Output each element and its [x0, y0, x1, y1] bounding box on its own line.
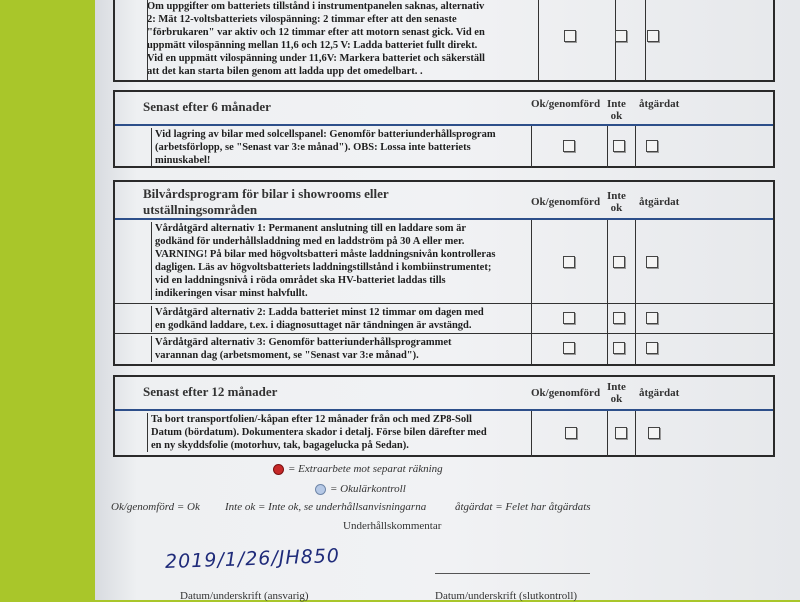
column-divider [147, 0, 148, 80]
text-line: (arbetsförlopp, se "Senast var 3:e månad"). OBS: Lossa inte batteriets [155, 142, 471, 153]
column-divider [635, 411, 636, 457]
section-title-line: utställningsområden [143, 202, 258, 217]
text-line: 2: Mät 12-voltsbatteriets vilospänning: 2 timmar efter att den senaste [147, 14, 457, 25]
atgardat-checkbox[interactable] [646, 312, 658, 324]
column-divider [607, 220, 608, 303]
column-ok-header: Ok/genomförd [531, 98, 601, 110]
section-12-months [113, 375, 775, 457]
text-line: minuskabel! [155, 155, 211, 166]
legend-inte-ok: Inte ok = Inte ok, se underhållsanvisningarna [225, 501, 427, 513]
column-inte-ok-header [607, 381, 626, 405]
section-title: Senast efter 12 månader [143, 384, 278, 399]
text-line: Vårdåtgärd alternativ 1: Permanent anslutning till en laddare som är [155, 223, 467, 234]
column-divider [531, 126, 532, 168]
inte-ok-checkbox[interactable] [613, 312, 625, 324]
legend-blue-text: = Okulärkontroll [330, 483, 406, 495]
atgardat-checkbox[interactable] [646, 256, 658, 268]
text-line: VARNING! På bilar med högvoltsbatteri måste laddningsnivån kontrolleras [155, 249, 496, 260]
ok-checkbox[interactable] [565, 427, 577, 439]
column-divider [635, 126, 636, 168]
table-row [115, 411, 773, 457]
column-divider [531, 334, 532, 364]
column-ok-label: ok [610, 202, 623, 214]
text-line: Vårdåtgärd alternativ 3: Genomför batteriunderhållsprogrammet [155, 337, 452, 348]
top-block [113, 0, 775, 82]
text-line: en ny skyddsfolie (motorhuv, tak, bagagelucka på Sedan). [151, 440, 409, 451]
table-row [115, 126, 773, 168]
text-line: godkänd för underhållsladdning med en laddström på 30 A eller mer. [155, 236, 465, 247]
ok-checkbox[interactable] [563, 256, 575, 268]
column-divider [607, 411, 608, 457]
column-divider [607, 304, 608, 333]
column-ok-header: Ok/genomförd [531, 387, 601, 399]
table-row [115, 334, 773, 364]
column-inte-ok-header [607, 190, 626, 214]
column-divider [538, 0, 539, 80]
legend-atgardat: åtgärdat = Felet har åtgärdats [455, 501, 591, 513]
legend-ok: Ok/genomförd = Ok [111, 501, 200, 513]
section-title [143, 186, 389, 218]
column-inte-label: Inte [607, 381, 626, 393]
row-text [151, 336, 531, 362]
atgardat-checkbox[interactable] [646, 140, 658, 152]
ok-checkbox[interactable] [563, 342, 575, 354]
inte-ok-checkbox[interactable] [615, 427, 627, 439]
legend-red [273, 463, 443, 475]
text-line: en godkänd laddare, t.ex. i diagnosuttaget när tändningen är avstängd. [155, 320, 472, 331]
text-line: Datum (bördatum). Dokumentera skador i detalj. Förse bilen därefter med [151, 427, 487, 438]
column-ok-label: ok [610, 110, 623, 122]
inte-ok-checkbox[interactable] [613, 140, 625, 152]
comment-label: Underhållskommentar [343, 520, 442, 532]
table-row [115, 220, 773, 304]
top-block-text [147, 0, 537, 78]
inte-ok-checkbox[interactable] [615, 30, 627, 42]
section-6-months [113, 90, 775, 168]
atgardat-checkbox[interactable] [648, 427, 660, 439]
column-ok-header: Ok/genomförd [531, 196, 601, 208]
column-atgardat-header: åtgärdat [639, 196, 680, 208]
blue-dot-icon [315, 484, 326, 495]
atgardat-checkbox[interactable] [646, 342, 658, 354]
signature-line [435, 573, 590, 574]
column-divider [645, 0, 646, 80]
row-text [147, 413, 527, 452]
ok-checkbox[interactable] [563, 140, 575, 152]
text-line: Ta bort transportfolien/-kåpan efter 12 månader från och med ZP8-Soll [151, 414, 472, 425]
text-line: att det kan starta bilen genom att ladda upp det omedelbart. . [147, 66, 423, 77]
atgardat-checkbox[interactable] [647, 30, 659, 42]
text-line: Vårdåtgärd alternativ 2: Ladda batteriet minst 12 timmar om dagen med [155, 307, 484, 318]
column-divider [635, 334, 636, 364]
text-line: uppmätt vilospänning mellan 11,6 och 12,5 V: Ladda batteriet fullt direkt. [147, 40, 478, 51]
signature-left-label: Datum/underskrift (ansvarig) [180, 590, 309, 602]
column-divider [531, 220, 532, 303]
ok-checkbox[interactable] [564, 30, 576, 42]
column-divider [531, 411, 532, 457]
column-inte-label: Inte [607, 98, 626, 110]
legend-red-text: = Extraarbete mot separat räkning [288, 463, 443, 475]
row-text [151, 222, 531, 300]
column-divider [531, 304, 532, 333]
table-row [115, 304, 773, 334]
section-title-line: Bilvårdsprogram för bilar i showrooms eller [143, 186, 389, 201]
text-line: Om uppgifter om batteriets tillstånd i instrumentpanelen saknas, alternativ [147, 1, 485, 12]
section-showroom [113, 180, 775, 366]
column-inte-ok-header [607, 98, 626, 122]
column-divider [607, 334, 608, 364]
row-text [151, 306, 531, 332]
column-divider [607, 126, 608, 168]
text-line: vid en laddningsnivå i röda området ska HV-batteriet laddas tills [155, 275, 446, 286]
ok-checkbox[interactable] [563, 312, 575, 324]
column-divider [635, 220, 636, 303]
signature-right-label: Datum/underskrift (slutkontroll) [435, 590, 578, 602]
text-line: indikeringen visar minst halvfullt. [155, 288, 308, 299]
column-divider [635, 304, 636, 333]
text-line: dagligen. Läs av högvoltsbatteriets laddningstillstånd i kombiinstrumentet; [155, 262, 492, 273]
text-line: Vid lagring av bilar med solcellspanel: Genomför batteriunderhållsprogram [155, 129, 496, 140]
column-atgardat-header: åtgärdat [639, 387, 680, 399]
text-line: "förbrukaren" var aktiv och 12 timmar efter att motorn senast gick. Vid en [147, 27, 485, 38]
column-inte-label: Inte [607, 190, 626, 202]
red-dot-icon [273, 464, 284, 475]
text-line: varannan dag (arbetsmoment, se "Senast var 3:e månad"). [155, 350, 419, 361]
section-title: Senast efter 6 månader [143, 99, 271, 114]
legend-blue [315, 483, 406, 495]
column-ok-label: ok [610, 393, 623, 405]
text-line: Vid en uppmätt vilospänning under 11,6V: Markera batteriet och säkerställ [147, 53, 485, 64]
inte-ok-checkbox[interactable] [613, 342, 625, 354]
paper-sheet [95, 0, 800, 600]
handwritten-date: 2019/1/26/JH850 [164, 544, 341, 574]
row-text [151, 128, 531, 167]
inte-ok-checkbox[interactable] [613, 256, 625, 268]
column-atgardat-header: åtgärdat [639, 98, 680, 110]
